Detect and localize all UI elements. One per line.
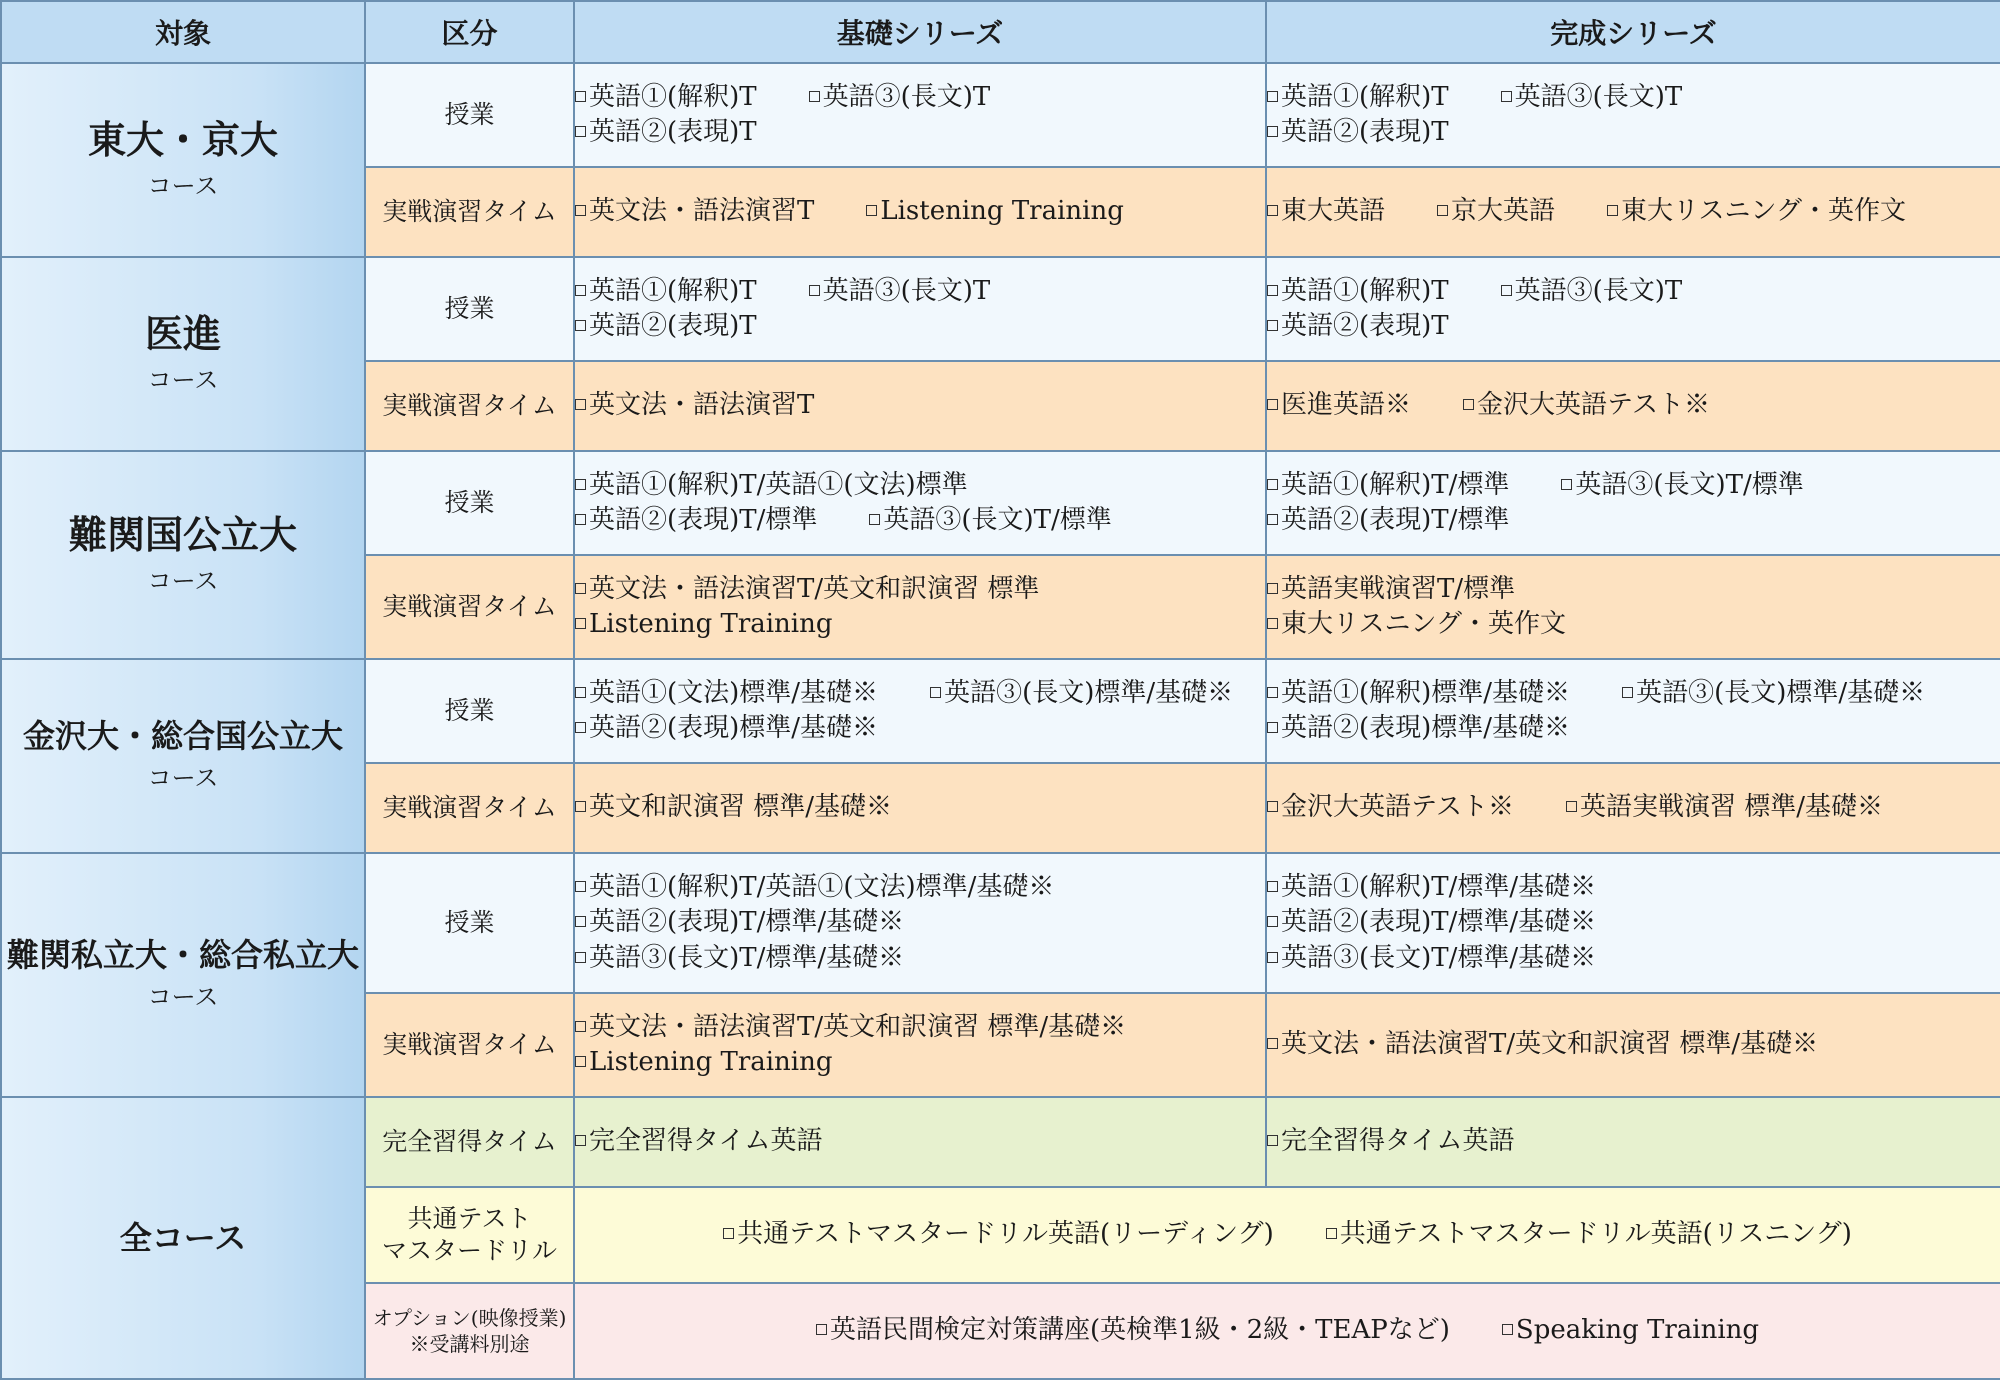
- course-suffix: コース: [147, 983, 219, 1011]
- course-name: 金沢大・総合国公立大: [22, 717, 343, 755]
- kiso-series-cell: [574, 257, 1266, 361]
- kansei-item-label: 京大英語: [1451, 196, 1556, 227]
- kansei-item: [1267, 676, 1570, 711]
- course-suffix: コース: [147, 171, 219, 200]
- kansei-item-label: 英語③(長文)T: [1514, 81, 1683, 112]
- table-row: [1, 659, 2000, 763]
- checkbox-square-icon: [1267, 126, 1278, 137]
- checkbox-square-icon: [869, 514, 880, 525]
- checkbox-square-icon: [575, 687, 586, 698]
- kiso-item-label: Listening Training: [880, 196, 1124, 227]
- checkbox-square-icon: [1437, 205, 1448, 216]
- kiso-item: [575, 503, 817, 538]
- kiso-item-label: 英語①(解釈)T: [589, 81, 757, 112]
- checkbox-square-icon: [1267, 916, 1278, 927]
- kiso-item-label: Listening Training: [589, 609, 833, 639]
- checkbox-square-icon: [809, 91, 820, 102]
- checkbox-square-icon: [1267, 881, 1278, 892]
- kiso-item: [866, 194, 1124, 229]
- kansei-line: [1267, 941, 2000, 976]
- kansei-line: [1267, 790, 2000, 825]
- kiso-item: [575, 572, 1039, 607]
- table-body: [1, 63, 2000, 1379]
- kansei-line: [1267, 572, 2000, 607]
- category-line: オプション(映像授業): [372, 1306, 567, 1330]
- checkbox-square-icon: [1267, 722, 1278, 733]
- kiso-item: [575, 388, 814, 423]
- kiso-item: [575, 1124, 822, 1159]
- kansei-item-label: 英語③(長文)T/標準/基礎※: [1281, 942, 1597, 973]
- kansei-series-cell: [1266, 361, 2000, 451]
- kansei-item-label: 金沢大英語テスト※: [1281, 792, 1514, 823]
- checkbox-square-icon: [930, 687, 941, 698]
- kansei-line: [1267, 1027, 2000, 1062]
- kiso-item: [809, 80, 991, 115]
- checkbox-square-icon: [575, 399, 586, 410]
- checkbox-square-icon: [575, 320, 586, 331]
- checkbox-square-icon: [1502, 1324, 1513, 1335]
- kiso-item-label: 英語②(表現)標準/基礎※: [589, 713, 879, 743]
- checkbox-square-icon: [575, 1056, 586, 1067]
- checkbox-square-icon: [1622, 687, 1633, 698]
- kansei-item: [1267, 1124, 1514, 1159]
- kiso-series-cell: [574, 63, 1266, 167]
- kansei-item-label: 英語②(表現)標準/基礎※: [1281, 713, 1571, 743]
- course-name: 難関国公立大: [68, 512, 297, 558]
- kansei-item-label: 金沢大英語テスト※: [1477, 390, 1710, 421]
- kansei-item: [1267, 503, 1509, 538]
- kansei-line: [1267, 870, 2000, 905]
- kansei-series-cell: [1266, 167, 2000, 257]
- kansei-item: [1267, 388, 1411, 423]
- course-suffix: コース: [147, 764, 219, 792]
- kiso-series-cell: [574, 361, 1266, 451]
- checkbox-square-icon: [1267, 801, 1278, 812]
- kansei-item: [1566, 790, 1883, 825]
- kansei-item-label: 英語①(解釈)標準/基礎※: [1281, 677, 1571, 708]
- kiso-item: [930, 676, 1233, 711]
- checkbox-square-icon: [575, 514, 586, 525]
- kansei-series-cell: [1266, 993, 2000, 1097]
- category-line: ※受講料別途: [409, 1332, 530, 1356]
- kansei-series-cell: [1266, 853, 2000, 993]
- kiso-line: [575, 790, 1265, 825]
- category-cell: 授業: [365, 257, 574, 361]
- kiso-series-cell: [574, 659, 1266, 763]
- checkbox-square-icon: [1607, 205, 1618, 216]
- kiso-series-cell: [574, 451, 1266, 555]
- checkbox-square-icon: [575, 205, 586, 216]
- kiso-item-label: 英文和訳演習 標準/基礎※: [589, 792, 893, 823]
- kansei-item-label: 英語実戦演習T/標準: [1281, 573, 1516, 604]
- kiso-item: [869, 503, 1111, 538]
- course-target-cell: [1, 853, 365, 1097]
- checkbox-square-icon: [816, 1324, 827, 1335]
- header-category: 区分: [365, 1, 574, 63]
- checkbox-square-icon: [1267, 583, 1278, 594]
- category-cell: [365, 1187, 574, 1283]
- kiso-item: [575, 115, 757, 150]
- checkbox-square-icon: [723, 1228, 734, 1239]
- checkbox-square-icon: [1267, 514, 1278, 525]
- kansei-item: [1267, 468, 1509, 503]
- kiso-item: [575, 468, 968, 503]
- option-item-label: Speaking Training: [1515, 1315, 1760, 1346]
- kansei-series-cell: [1266, 763, 2000, 853]
- option-item: [816, 1313, 1450, 1348]
- kansei-item: [1561, 468, 1803, 503]
- table-row: [1, 257, 2000, 361]
- kansei-series-cell: [1266, 63, 2000, 167]
- kiso-series-cell: [574, 1097, 1266, 1187]
- kansei-item: [1501, 80, 1683, 115]
- course-name: 難関私立大・総合私立大: [6, 936, 359, 974]
- kansei-line: [1267, 503, 2000, 538]
- kiso-item: [575, 607, 833, 642]
- kansei-line: [1267, 468, 2000, 503]
- checkbox-square-icon: [575, 479, 586, 490]
- kiso-item-label: 英語①(解釈)T: [589, 275, 757, 306]
- checkbox-square-icon: [575, 1021, 586, 1032]
- drill-item: [1326, 1217, 1852, 1252]
- kansei-item-label: 完全習得タイム英語: [1281, 1126, 1515, 1157]
- kansei-item-label: 英語②(表現)T/標準: [1281, 505, 1510, 535]
- kansei-line: [1267, 115, 2000, 150]
- kiso-line: [575, 274, 1265, 309]
- kansei-series-cell: [1266, 1097, 2000, 1187]
- course-name: 医進: [144, 311, 221, 357]
- kiso-series-cell: [574, 167, 1266, 257]
- kansei-item: [1267, 1027, 1818, 1062]
- option-item: [1502, 1313, 1759, 1348]
- kansei-item: [1622, 676, 1925, 711]
- category-cell: 授業: [365, 63, 574, 167]
- kiso-line: [575, 1045, 1265, 1080]
- kiso-line: [575, 194, 1265, 229]
- category-cell: 授業: [365, 659, 574, 763]
- course-target-cell: [1, 257, 365, 451]
- kansei-item-label: 英語③(長文)T: [1514, 275, 1683, 306]
- kiso-line: [575, 309, 1265, 344]
- kiso-line: [575, 468, 1265, 503]
- kiso-line: [575, 1010, 1265, 1045]
- category-cell: 実戦演習タイム: [365, 361, 574, 451]
- category-line: マスタードリル: [381, 1236, 557, 1265]
- checkbox-square-icon: [1561, 479, 1572, 490]
- checkbox-square-icon: [575, 91, 586, 102]
- course-target-cell: [1, 1097, 365, 1379]
- checkbox-square-icon: [1267, 399, 1278, 410]
- table-row: [1, 63, 2000, 167]
- kansei-item-label: 東大リスニング・英作文: [1621, 196, 1906, 227]
- header-kiso-series: 基礎シリーズ: [574, 1, 1266, 63]
- kiso-item: [575, 80, 757, 115]
- checkbox-square-icon: [1267, 205, 1278, 216]
- checkbox-square-icon: [575, 583, 586, 594]
- kiso-line: [575, 503, 1265, 538]
- kiso-item-label: 英語③(長文)T: [822, 81, 991, 112]
- kiso-item: [575, 309, 757, 344]
- kansei-item: [1437, 194, 1555, 229]
- kiso-item: [575, 870, 1054, 905]
- checkbox-square-icon: [1267, 687, 1278, 698]
- kansei-line: [1267, 80, 2000, 115]
- category-cell: 授業: [365, 853, 574, 993]
- kansei-item-label: 英文法・語法演習T/英文和訳演習 標準/基礎※: [1281, 1029, 1819, 1060]
- course-name: 全コース: [119, 1219, 247, 1257]
- kiso-item-label: 英語③(長文)T: [822, 275, 991, 306]
- kiso-item-label: 英語②(表現)T: [589, 311, 757, 341]
- kansei-item: [1267, 607, 1566, 642]
- course-target-cell: [1, 63, 365, 257]
- drill-item-label: 共通テストマスタードリル英語(リスニング): [1339, 1219, 1852, 1250]
- checkbox-square-icon: [1267, 320, 1278, 331]
- kiso-item: [575, 905, 904, 940]
- kansei-series-cell: [1266, 659, 2000, 763]
- header-target: 対象: [1, 1, 365, 63]
- kansei-item: [1267, 870, 1596, 905]
- kiso-series-cell: [574, 763, 1266, 853]
- checkbox-square-icon: [1566, 801, 1577, 812]
- category-cell: 実戦演習タイム: [365, 167, 574, 257]
- kiso-item-label: 英語③(長文)T/標準: [883, 505, 1112, 535]
- kansei-item-label: 英語③(長文)T/標準: [1575, 469, 1804, 500]
- kiso-line: [575, 388, 1265, 423]
- kiso-series-cell: [574, 555, 1266, 659]
- kansei-series-cell: [1266, 451, 2000, 555]
- kansei-item-label: 英語①(解釈)T/標準: [1281, 469, 1510, 500]
- kiso-item: [575, 941, 904, 976]
- kansei-series-cell: [1266, 555, 2000, 659]
- checkbox-square-icon: [1267, 618, 1278, 629]
- kiso-line: [575, 870, 1265, 905]
- kiso-item-label: 英語③(長文)標準/基礎※: [944, 677, 1234, 708]
- kansei-item: [1267, 572, 1515, 607]
- kiso-item: [809, 274, 991, 309]
- checkbox-square-icon: [1463, 399, 1474, 410]
- kiso-item-label: 英語①(解釈)T/英語①(文法)標準: [589, 469, 968, 500]
- kiso-item-label: 英文法・語法演習T/英文和訳演習 標準: [589, 573, 1040, 604]
- header-row: [1, 1, 2000, 63]
- kansei-item: [1267, 711, 1570, 746]
- kiso-item: [575, 711, 878, 746]
- kiso-item-label: 英語③(長文)T/標準/基礎※: [589, 942, 905, 973]
- drill-item-label: 共通テストマスタードリル英語(リーディング): [737, 1219, 1274, 1250]
- checkbox-square-icon: [575, 126, 586, 137]
- kansei-line: [1267, 607, 2000, 642]
- checkbox-square-icon: [575, 618, 586, 629]
- kiso-item: [575, 1045, 833, 1080]
- kiso-item-label: 英語②(表現)T: [589, 117, 757, 147]
- checkbox-square-icon: [809, 285, 820, 296]
- course-suffix: コース: [147, 365, 219, 394]
- checkbox-square-icon: [575, 952, 586, 963]
- checkbox-square-icon: [1267, 479, 1278, 490]
- checkbox-square-icon: [575, 1135, 586, 1146]
- kansei-item: [1607, 194, 1906, 229]
- checkbox-square-icon: [1267, 1135, 1278, 1146]
- kansei-item: [1267, 80, 1449, 115]
- checkbox-square-icon: [1501, 285, 1512, 296]
- kiso-line: [575, 607, 1265, 642]
- checkbox-square-icon: [866, 205, 877, 216]
- kiso-item: [575, 790, 892, 825]
- kansei-item-label: 英語実戦演習 標準/基礎※: [1579, 792, 1883, 823]
- kiso-item-label: 英文法・語法演習T: [589, 196, 815, 227]
- checkbox-square-icon: [1267, 1038, 1278, 1049]
- kansei-item: [1267, 274, 1449, 309]
- checkbox-square-icon: [575, 801, 586, 812]
- kansei-item-label: 英語①(解釈)T/標準/基礎※: [1281, 871, 1597, 902]
- kiso-line: [575, 941, 1265, 976]
- category-cell: 実戦演習タイム: [365, 993, 574, 1097]
- drill-cell: [574, 1187, 2000, 1283]
- kansei-item-label: 東大英語: [1281, 196, 1386, 227]
- kiso-item: [575, 1010, 1126, 1045]
- kiso-series-cell: [574, 853, 1266, 993]
- kiso-item-label: 英文法・語法演習T/英文和訳演習 標準/基礎※: [589, 1011, 1127, 1042]
- option-cell: [574, 1283, 2000, 1379]
- kansei-line: [1267, 711, 2000, 746]
- checkbox-square-icon: [1501, 91, 1512, 102]
- kansei-item: [1267, 115, 1449, 150]
- kansei-item-label: 英語②(表現)T: [1281, 311, 1449, 341]
- table-row: [1, 1097, 2000, 1187]
- kiso-line: [575, 115, 1265, 150]
- checkbox-square-icon: [1267, 91, 1278, 102]
- course-suffix: コース: [147, 566, 219, 595]
- kansei-series-cell: [1266, 257, 2000, 361]
- kiso-item-label: 英語①(文法)標準/基礎※: [589, 677, 879, 708]
- kiso-line: [575, 905, 1265, 940]
- kansei-line: [1267, 388, 2000, 423]
- kansei-item-label: 英語①(解釈)T: [1281, 81, 1449, 112]
- kansei-item: [1501, 274, 1683, 309]
- course-name: 東大・京大: [87, 117, 278, 163]
- kiso-item-label: 英語②(表現)T/標準: [589, 505, 818, 535]
- kiso-series-cell: [574, 993, 1266, 1097]
- checkbox-square-icon: [575, 722, 586, 733]
- checkbox-square-icon: [1326, 1228, 1337, 1239]
- category-line: 共通テスト: [407, 1203, 532, 1233]
- kiso-line: [575, 711, 1265, 746]
- checkbox-square-icon: [575, 916, 586, 927]
- category-cell: 実戦演習タイム: [365, 555, 574, 659]
- kiso-item: [575, 274, 757, 309]
- category-cell: 完全習得タイム: [365, 1097, 574, 1187]
- kiso-item-label: 英文法・語法演習T: [589, 390, 815, 421]
- kansei-item: [1267, 905, 1596, 940]
- kansei-item-label: 医進英語※: [1281, 390, 1412, 421]
- kansei-line: [1267, 274, 2000, 309]
- kiso-line: [575, 80, 1265, 115]
- category-cell: 実戦演習タイム: [365, 763, 574, 853]
- kiso-item-label: 英語①(解釈)T/英語①(文法)標準/基礎※: [589, 871, 1055, 902]
- kiso-item-label: Listening Training: [589, 1047, 833, 1077]
- kansei-item: [1267, 790, 1514, 825]
- kansei-item-label: 英語②(表現)T/標準/基礎※: [1281, 907, 1597, 938]
- kansei-item: [1267, 941, 1596, 976]
- checkbox-square-icon: [575, 881, 586, 892]
- kansei-item: [1267, 194, 1385, 229]
- course-target-cell: [1, 659, 365, 853]
- kansei-item-label: 英語①(解釈)T: [1281, 275, 1449, 306]
- checkbox-square-icon: [1267, 952, 1278, 963]
- kiso-item-label: 完全習得タイム英語: [589, 1126, 823, 1157]
- kansei-item-label: 英語③(長文)標準/基礎※: [1636, 677, 1926, 708]
- kiso-item: [575, 194, 814, 229]
- table-row: [1, 853, 2000, 993]
- kiso-item-label: 英語②(表現)T/標準/基礎※: [589, 907, 905, 938]
- option-item-label: 英語民間検定対策講座(英検準1級・2級・TEAPなど): [829, 1315, 1450, 1346]
- header-kansei-series: 完成シリーズ: [1266, 1, 2000, 63]
- kansei-item: [1267, 309, 1449, 344]
- kiso-line: [575, 676, 1265, 711]
- kiso-item: [575, 676, 878, 711]
- checkbox-square-icon: [575, 285, 586, 296]
- table-row: [1, 451, 2000, 555]
- kansei-line: [1267, 905, 2000, 940]
- category-cell: 授業: [365, 451, 574, 555]
- kansei-item-label: 東大リスニング・英作文: [1281, 609, 1566, 639]
- kansei-line: [1267, 194, 2000, 229]
- course-target-cell: [1, 451, 365, 659]
- kansei-line: [1267, 676, 2000, 711]
- checkbox-square-icon: [1267, 285, 1278, 296]
- category-cell: [365, 1283, 574, 1379]
- kiso-line: [575, 572, 1265, 607]
- kansei-line: [1267, 309, 2000, 344]
- drill-item: [723, 1217, 1274, 1252]
- kansei-item-label: 英語②(表現)T: [1281, 117, 1449, 147]
- kansei-item: [1463, 388, 1710, 423]
